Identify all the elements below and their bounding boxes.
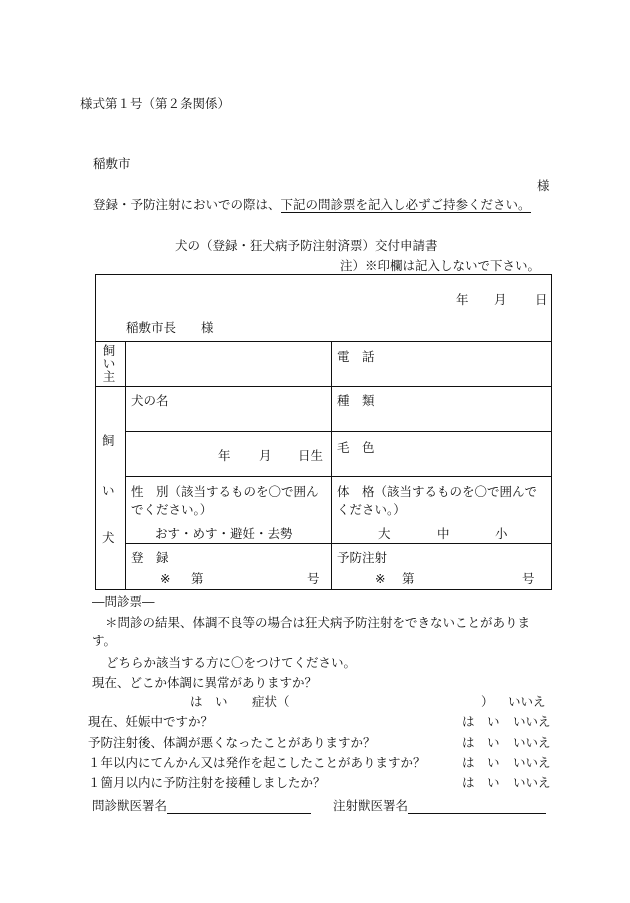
city-name: 稲敷市 <box>93 156 131 171</box>
answer-yes: は い <box>462 714 500 729</box>
dog-name-label: 犬の名 <box>131 393 169 408</box>
answer-no: いいえ <box>513 755 551 770</box>
form-title: 犬の（登録・狂犬病予防注射済票）交付申請書 <box>175 238 438 253</box>
interview-vet-signature-line[interactable] <box>167 799 311 814</box>
interview-vet-label: 問診獣医署名 <box>92 798 168 813</box>
dog-label-char: い <box>102 483 115 498</box>
question-text: 現在、妊娠中ですか？ <box>88 714 214 729</box>
notice <box>93 197 531 213</box>
size-small: 小 <box>495 526 508 541</box>
addressee: 稲敷市長 様 <box>126 320 214 335</box>
date-month: 月 <box>494 292 507 307</box>
birth-month: 月 <box>259 448 272 463</box>
answer-no: いいえ <box>513 714 551 729</box>
answer-yes: は い <box>462 735 500 750</box>
symptom-label: 症状（ <box>252 694 290 709</box>
honorific: 様 <box>537 178 550 193</box>
registration-dai: 第 <box>191 571 204 586</box>
table-divider <box>125 543 552 544</box>
owner-label-char: 主 <box>102 369 116 385</box>
registration-label: 登 録 <box>131 550 169 565</box>
table-divider <box>95 341 552 342</box>
injection-vet-label: 注射獣医署名 <box>333 798 409 813</box>
vaccination-label: 予防注射 <box>337 550 388 565</box>
answer-no: いいえ <box>513 775 551 790</box>
birth-day-suffix: 日生 <box>298 448 324 463</box>
dog-label-char: 犬 <box>102 530 115 545</box>
questionnaire-heading: ―問診票― <box>92 594 155 609</box>
answer-no: いいえ <box>513 735 551 750</box>
form-number: 様式第１号（第２条関係） <box>80 96 231 111</box>
owner-label-char: い <box>102 356 116 372</box>
sex-label: 性 別（該当するものを〇で囲んでください。） <box>131 484 319 518</box>
answer-yes: は い <box>462 775 500 790</box>
symptom-close: ） <box>481 694 494 709</box>
notice-underlined: 下記の問診票を記入し必ずご持参ください。 <box>280 197 531 212</box>
phone-label: 電 話 <box>337 349 375 364</box>
table-divider <box>125 431 552 432</box>
answer-yes: は い <box>190 694 228 709</box>
table-divider <box>331 341 332 590</box>
color-label: 毛 色 <box>337 440 375 455</box>
table-divider <box>125 341 126 590</box>
vaccination-go: 号 <box>522 571 535 586</box>
notice-prefix: 登録・予防注射においでの際は、 <box>93 197 281 212</box>
dog-label-char: 飼 <box>102 433 115 448</box>
interview-vet-signature <box>92 798 311 814</box>
question-text: １年以内にてんかん又は発作を起こしたことがありますか？ <box>88 755 426 770</box>
breed-label: 種 類 <box>337 393 375 408</box>
questionnaire-warning: ＊問診の結果、体調不良等の場合は狂犬病予防注射をできないことがあります。 <box>92 615 531 649</box>
answer-yes: は い <box>462 755 500 770</box>
question-text: 予防注射後、体調が悪くなったことがありますか？ <box>88 735 376 750</box>
date-day: 日 <box>535 292 548 307</box>
birth-year: 年 <box>218 448 231 463</box>
size-label: 体 格（該当するものを〇で囲んでください。） <box>337 484 538 518</box>
answer-no: いいえ <box>508 694 546 709</box>
injection-vet-signature-line[interactable] <box>408 799 546 814</box>
questionnaire-instruction: どちらか該当する方に〇をつけてください。 <box>106 655 357 670</box>
table-divider <box>95 386 552 387</box>
table-divider <box>125 476 552 477</box>
vaccination-dai: 第 <box>402 571 415 586</box>
date-year: 年 <box>456 292 469 307</box>
size-medium: 中 <box>437 526 450 541</box>
owner-label <box>101 344 117 383</box>
size-large: 大 <box>378 526 391 541</box>
injection-vet-signature <box>333 798 546 814</box>
form-note: 注）※印欄は記入しないで下さい。 <box>340 258 541 273</box>
sex-options: おす・めす・避妊・去勢 <box>155 526 293 541</box>
registration-ref-mark: ※ <box>160 571 171 586</box>
owner-label-char: 飼 <box>102 343 116 358</box>
question-text: １箇月以内に予防注射を接種しましたか？ <box>88 775 326 790</box>
registration-go: 号 <box>307 571 320 586</box>
question-text: 現在、どこか体調に異常がありますか？ <box>92 675 318 690</box>
vaccination-ref-mark: ※ <box>375 571 386 586</box>
